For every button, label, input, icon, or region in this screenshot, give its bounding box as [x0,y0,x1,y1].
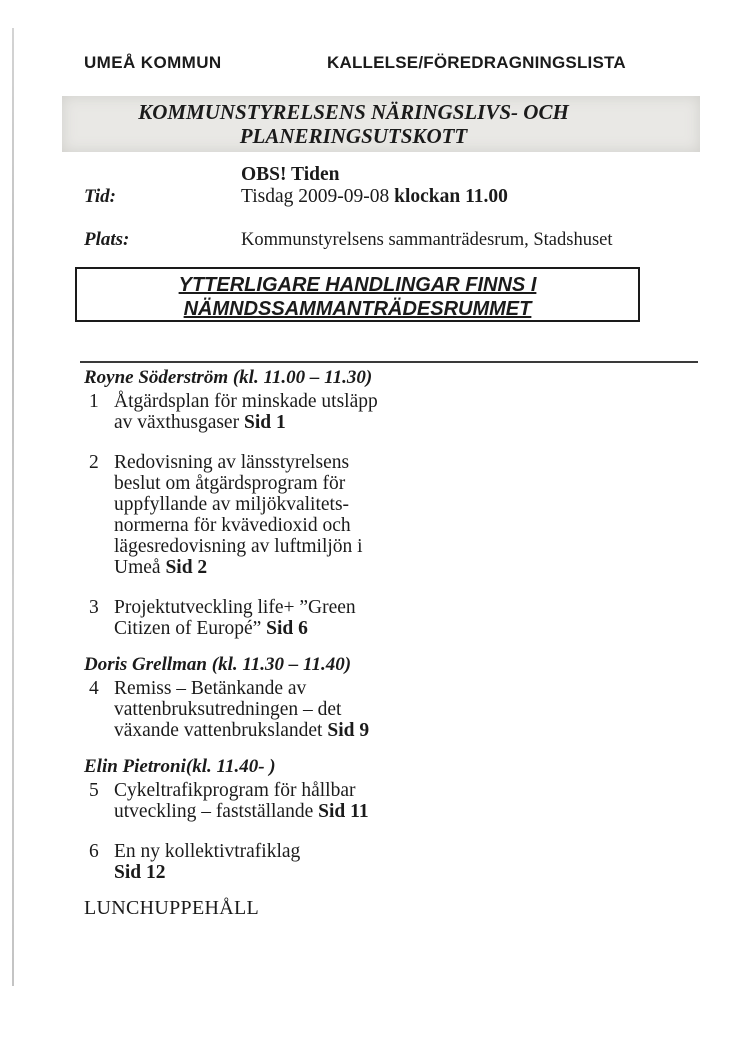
item-line [114,841,684,862]
item-line [114,452,684,473]
item-number: 6 [89,841,99,862]
agenda-item [84,841,684,883]
item-line-text: En ny kollektivtrafiklag [114,841,301,862]
obs-time-note: OBS! Tiden [241,164,340,185]
committee-title-line1: KOMMUNSTYRELSENS NÄRINGSLIVS- OCH [138,100,569,124]
item-text [114,391,684,433]
page-ref: Sid 2 [165,557,208,578]
item-number: 2 [89,452,99,473]
agenda-item [84,678,684,741]
item-line [114,515,684,536]
item-line-text: utveckling – fastställande [114,801,319,822]
item-line [114,412,684,433]
item-text [114,678,684,741]
page-ref: Sid 11 [318,801,369,822]
item-number: 4 [89,678,99,699]
item-line [114,720,684,741]
item-line-text: Åtgärdsplan för minskade utsläpp [114,391,378,412]
agenda-list [84,367,684,919]
presenter-heading: Royne Söderström (kl. 11.00 – 11.30) [84,367,373,388]
committee-title-banner [62,96,700,152]
divider-rule [80,361,698,363]
item-line-text: beslut om åtgärdsprogram för [114,473,346,494]
page-ref: Sid 9 [327,720,370,741]
place-label: Plats: [84,229,130,250]
item-number: 5 [89,780,99,801]
item-line [114,780,684,801]
item-line [114,678,684,699]
committee-title-line2: PLANERINGSUTSKOTT [239,124,468,148]
item-line [114,597,684,618]
time-value-clock: klockan 11.00 [394,186,508,207]
time-value-date: Tisdag 2009-09-08 [241,186,395,207]
item-line-text: lägesredovisning av luftmiljön i [114,536,363,557]
item-line-text: Remiss – Betänkande av [114,678,307,699]
page-ref: Sid 12 [114,862,166,883]
item-line-text: Umeå [114,557,166,578]
item-line [114,699,684,720]
item-line-text: av växthusgaser [114,412,244,433]
additional-documents-notice-box [75,267,640,322]
time-value [241,186,508,208]
time-label: Tid: [84,186,117,207]
item-line [114,618,684,639]
item-number: 1 [89,391,99,412]
notice-line2: NÄMNDSSAMMANTRÄDESRUMMET [183,298,532,320]
item-text [114,452,684,578]
page-ref: Sid 1 [243,412,286,433]
item-line [114,801,684,822]
item-line-text: normerna för kvävedioxid och [114,515,351,536]
agenda-item [84,391,684,433]
item-line-text: Projektutveckling life+ ”Green [114,597,356,618]
agenda-item [84,780,684,822]
item-line-text: uppfyllande av miljökvalitets- [114,494,350,515]
item-line [114,536,684,557]
presenter-heading: Elin Pietroni(kl. 11.40- ) [84,756,276,777]
item-line [114,494,684,515]
item-line-text: Citizen of Europé” [114,618,267,639]
notice-line1: YTTERLIGARE HANDLINGAR FINNS I [178,274,537,296]
place-value: Kommunstyrelsens sammanträdesrum, Stadshuset [241,230,613,250]
item-line [114,557,684,578]
agenda-item [84,597,684,639]
item-line [114,862,684,883]
item-number: 3 [89,597,99,618]
scan-artifact-line [12,28,14,986]
lunch-break-note: LUNCHUPPEHÅLL [84,897,260,919]
item-line-text: Redovisning av länsstyrelsens [114,452,350,473]
item-text [114,597,684,639]
item-line [114,391,684,412]
presenter-heading: Doris Grellman (kl. 11.30 – 11.40) [84,654,352,675]
document-type-heading: KALLELSE/FÖREDRAGNINGSLISTA [327,53,626,72]
agenda-item [84,452,684,578]
item-line-text: Cykeltrafikprogram för hållbar [114,780,356,801]
organization-name: UMEÅ KOMMUN [84,53,222,72]
item-line-text: vattenbruksutredningen – det [114,699,342,720]
item-text [114,780,684,822]
item-text [114,841,684,883]
item-line-text: växande vattenbrukslandet [114,720,328,741]
item-line [114,473,684,494]
page-ref: Sid 6 [266,618,308,639]
